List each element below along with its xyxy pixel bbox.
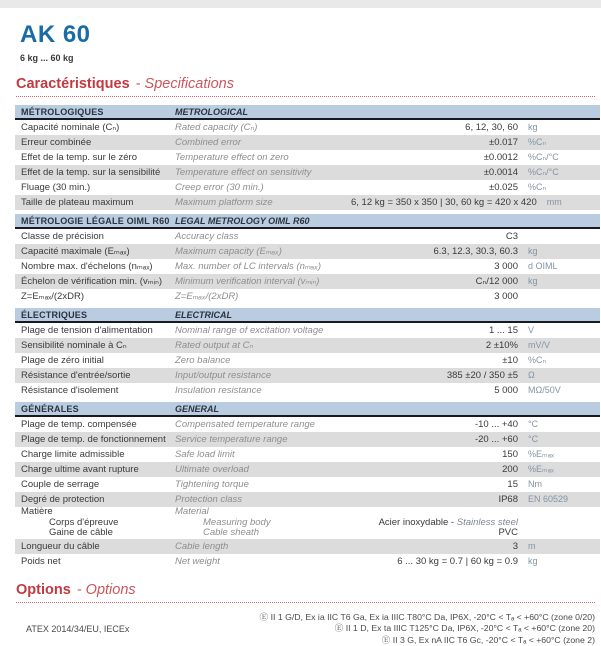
spec-group: [15, 402, 600, 569]
label-fr: Erreur combinée: [21, 135, 175, 150]
spec-row: [15, 528, 600, 539]
spec-row: [15, 368, 600, 383]
spec-group: [15, 105, 600, 210]
value-text: 1 ... 15: [489, 325, 518, 336]
value: [351, 539, 528, 554]
page-subtitle: 6 kg ... 60 kg: [20, 53, 601, 63]
value: [351, 338, 528, 353]
spec-row: [15, 289, 600, 304]
group-header: [15, 214, 600, 229]
label-en: Maximum platform size: [175, 195, 351, 210]
spec-row: [15, 338, 600, 353]
value-text: -10 ... +40: [475, 419, 518, 430]
value-text: 5 000: [494, 385, 518, 396]
unit: %Cₙ/°C: [528, 150, 600, 165]
label-fr: Plage de temp. compensée: [21, 417, 175, 432]
section-heading-specifications: [16, 76, 595, 97]
label-en: Ultimate overload: [175, 462, 351, 477]
page-title: AK 60: [20, 21, 601, 49]
spec-row: [15, 150, 600, 165]
label-en: Cable length: [175, 539, 351, 554]
value: [351, 353, 528, 368]
value-text: 6, 12 kg = 350 x 350 | 30, 60 kg = 420 x 420: [351, 197, 537, 208]
unit: V: [528, 323, 600, 338]
atex-marking-lines: [260, 612, 595, 646]
group-title-fr: MÉTROLOGIE LÉGALE OIML R60: [21, 216, 175, 226]
value-text: IP68: [498, 494, 518, 505]
label-en: Service temperature range: [175, 432, 351, 447]
label-fr: Plage de tension d'alimentation: [21, 323, 175, 338]
label-fr: Résistance d'isolement: [21, 383, 175, 398]
spec-row: [15, 244, 600, 259]
label-fr: Effet de la temp. sur la sensibilité: [21, 165, 175, 180]
value-text: 3: [513, 541, 518, 552]
atex-line: Ⓔ II 1 G/D, Ex ia IIC T6 Ga, Ex ia IIIC T80°C Da, IP6X, -20°C < Tₐ < +60°C (zone 0/20): [260, 612, 595, 624]
spec-row: [15, 477, 600, 492]
value-text: C3: [506, 231, 518, 242]
section-heading-specifications-fr: Caractéristiques: [16, 76, 130, 92]
label-en: Compensated temperature range: [175, 417, 351, 432]
spec-row: [15, 323, 600, 338]
value: [351, 165, 528, 180]
section-heading-options-fr: Options: [16, 582, 71, 598]
group-title-en: GENERAL: [175, 404, 600, 414]
label-en: Accuracy class: [175, 229, 351, 244]
label-fr: Charge limite admissible: [21, 447, 175, 462]
label-fr: Gaine de câble: [21, 528, 175, 539]
spec-row: [15, 554, 600, 569]
label-en: Input/output resistance: [175, 368, 351, 383]
unit: kg: [528, 120, 600, 135]
value: [351, 244, 528, 259]
spec-row: [15, 462, 600, 477]
value-text: Cₙ/12 000: [476, 276, 518, 287]
label-fr: Degré de protection: [21, 492, 175, 507]
value: [351, 120, 528, 135]
spec-row: [15, 417, 600, 432]
group-title-fr: MÉTROLOGIQUES: [21, 107, 175, 117]
label-fr: Échelon de vérification min. (vₘᵢₙ): [21, 274, 175, 289]
unit: Nm: [528, 477, 600, 492]
value-text: 3 000: [494, 291, 518, 302]
atex-line: Ⓔ II 1 D, Ex ta IIIC T125°C Da, IP6X, -20°C < Tₐ < +60°C (zone 20): [260, 623, 595, 635]
spec-row: [15, 492, 600, 507]
group-title-fr: GÉNÉRALES: [21, 404, 175, 414]
label-fr: Plage de temp. de fonctionnement: [21, 432, 175, 447]
label-en: Minimum verification interval (vₘᵢₙ): [175, 274, 351, 289]
label-en: Maximum capacity (Eₘₐₓ): [175, 244, 351, 259]
label-en: Temperature effect on sensitivity: [175, 165, 351, 180]
value: [351, 477, 528, 492]
label-en: Net weight: [175, 554, 351, 569]
unit: %Cₙ: [528, 180, 600, 195]
value-text: 150: [502, 449, 518, 460]
label-fr: Z=Eₘₐₓ/(2xDR): [21, 289, 175, 304]
label-en: Protection class: [175, 492, 351, 507]
group-title-en: METROLOGICAL: [175, 107, 600, 117]
label-fr: Plage de zéro initial: [21, 353, 175, 368]
value: [351, 492, 528, 507]
label-en: Rated capacity (Cₙ): [175, 120, 351, 135]
group-header: [15, 308, 600, 323]
spec-table: [15, 105, 600, 569]
value-text: 200: [502, 464, 518, 475]
label-fr: Taille de plateau maximum: [21, 195, 175, 210]
section-heading-options-en: - Options: [77, 582, 136, 598]
value: [351, 135, 528, 150]
unit: °C: [528, 417, 600, 432]
unit: %Eₘₐₓ: [528, 462, 600, 477]
unit: d OIML: [528, 259, 600, 274]
spec-row: [15, 353, 600, 368]
label-en: Z=Eₘₐₓ/(2xDR): [175, 289, 351, 304]
spec-row: [15, 447, 600, 462]
value: [351, 462, 528, 477]
label-fr: Longueur du câble: [21, 539, 175, 554]
spec-group: [15, 214, 600, 304]
group-header: [15, 402, 600, 417]
label-fr: Classe de précision: [21, 229, 175, 244]
value: [351, 323, 528, 338]
label-fr: Matière: [21, 507, 175, 518]
value: [351, 150, 528, 165]
unit: %Cₙ: [528, 135, 600, 150]
unit: mV/V: [528, 338, 600, 353]
value: [351, 195, 547, 210]
label-en: Material: [175, 507, 351, 518]
spec-row: [15, 120, 600, 135]
value-text: ±10: [502, 355, 518, 366]
value-text: ±0.0014: [484, 167, 518, 178]
unit: Ω: [528, 368, 600, 383]
spec-row: [15, 165, 600, 180]
value: [351, 180, 528, 195]
section-heading-options: [16, 582, 595, 603]
atex-certification-label: ATEX 2014/34/EU, IECEx: [26, 624, 129, 634]
value: [351, 432, 528, 447]
value-text: 2 ±10%: [486, 340, 518, 351]
value: [351, 554, 528, 569]
value-text: ±0.0012: [484, 152, 518, 163]
unit: kg: [528, 554, 600, 569]
group-title-fr: ÉLECTRIQUES: [21, 310, 175, 320]
label-en: Measuring body: [175, 518, 351, 529]
value-text: 15: [507, 479, 518, 490]
label-fr: Corps d'épreuve: [21, 518, 175, 529]
unit: %Eₘₐₓ: [528, 447, 600, 462]
label-fr: Capacité maximale (Eₘₐₓ): [21, 244, 175, 259]
unit: kg: [528, 244, 600, 259]
spec-row: [15, 180, 600, 195]
value-text: 6, 12, 30, 60: [465, 122, 518, 133]
value-text: Acier inoxydable -: [379, 517, 457, 528]
unit: %Cₙ/°C: [528, 165, 600, 180]
spec-group: [15, 308, 600, 398]
label-en: Zero balance: [175, 353, 351, 368]
page-top-edge: [0, 0, 601, 8]
unit: mm: [547, 195, 601, 210]
spec-row: [15, 195, 600, 210]
spec-row: [15, 274, 600, 289]
spec-row: [15, 383, 600, 398]
value: [351, 383, 528, 398]
label-en: Creep error (30 min.): [175, 180, 351, 195]
label-fr: Résistance d'entrée/sortie: [21, 368, 175, 383]
value-text: 385 ±20 / 350 ±5: [447, 370, 518, 381]
spec-row: [15, 135, 600, 150]
label-en: Temperature effect on zero: [175, 150, 351, 165]
label-en: Combined error: [175, 135, 351, 150]
label-en: Rated output at Cₙ: [175, 338, 351, 353]
label-en: Insulation resistance: [175, 383, 351, 398]
value-text: 6.3, 12.3, 30.3, 60.3: [433, 246, 518, 257]
value: [351, 447, 528, 462]
label-en: Safe load limit: [175, 447, 351, 462]
label-en: Max. number of LC intervals (nₘₐₓ): [175, 259, 351, 274]
value: [351, 368, 528, 383]
label-fr: Fluage (30 min.): [21, 180, 175, 195]
value-text: -20 ... +60: [475, 434, 518, 445]
atex-footer: [26, 612, 595, 646]
unit: MΩ/50V: [528, 383, 600, 398]
value: [351, 289, 528, 304]
value-text: 6 ... 30 kg = 0.7 | 60 kg = 0.9: [397, 556, 518, 567]
value-text: PVC: [498, 527, 518, 538]
group-title-en: ELECTRICAL: [175, 310, 600, 320]
value: [351, 259, 528, 274]
value-text-italic: Stainless steel: [457, 517, 518, 528]
unit: kg: [528, 274, 600, 289]
label-fr: Capacité nominale (Cₙ): [21, 120, 175, 135]
unit: %Cₙ: [528, 353, 600, 368]
label-fr: Effet de la temp. sur le zéro: [21, 150, 175, 165]
value-text: ±0.017: [489, 137, 518, 148]
label-fr: Charge ultime avant rupture: [21, 462, 175, 477]
value-text: 3 000: [494, 261, 518, 272]
label-en: Tightening torque: [175, 477, 351, 492]
group-header: [15, 105, 600, 120]
value: [351, 229, 528, 244]
label-en: Nominal range of excitation voltage: [175, 323, 351, 338]
value: [351, 274, 528, 289]
spec-row: [15, 432, 600, 447]
atex-line: Ⓔ II 3 G, Ex nA IIC T6 Gc, -20°C < Tₐ < +60°C (zone 2): [260, 635, 595, 646]
value-text: ±0.025: [489, 182, 518, 193]
spec-row: [15, 229, 600, 244]
label-fr: Sensibilité nominale à Cₙ: [21, 338, 175, 353]
unit: m: [528, 539, 600, 554]
section-heading-specifications-en: - Specifications: [136, 76, 234, 92]
unit: °C: [528, 432, 600, 447]
label-fr: Poids net: [21, 554, 175, 569]
spec-row: [15, 259, 600, 274]
value: [351, 528, 528, 539]
spec-row: [15, 539, 600, 554]
label-fr: Couple de serrage: [21, 477, 175, 492]
group-title-en: LEGAL METROLOGY OIML R60: [175, 216, 600, 226]
unit: EN 60529: [528, 492, 600, 507]
label-fr: Nombre max. d'échelons (nₘₐₓ): [21, 259, 175, 274]
label-en: Cable sheath: [175, 528, 351, 539]
value: [351, 417, 528, 432]
